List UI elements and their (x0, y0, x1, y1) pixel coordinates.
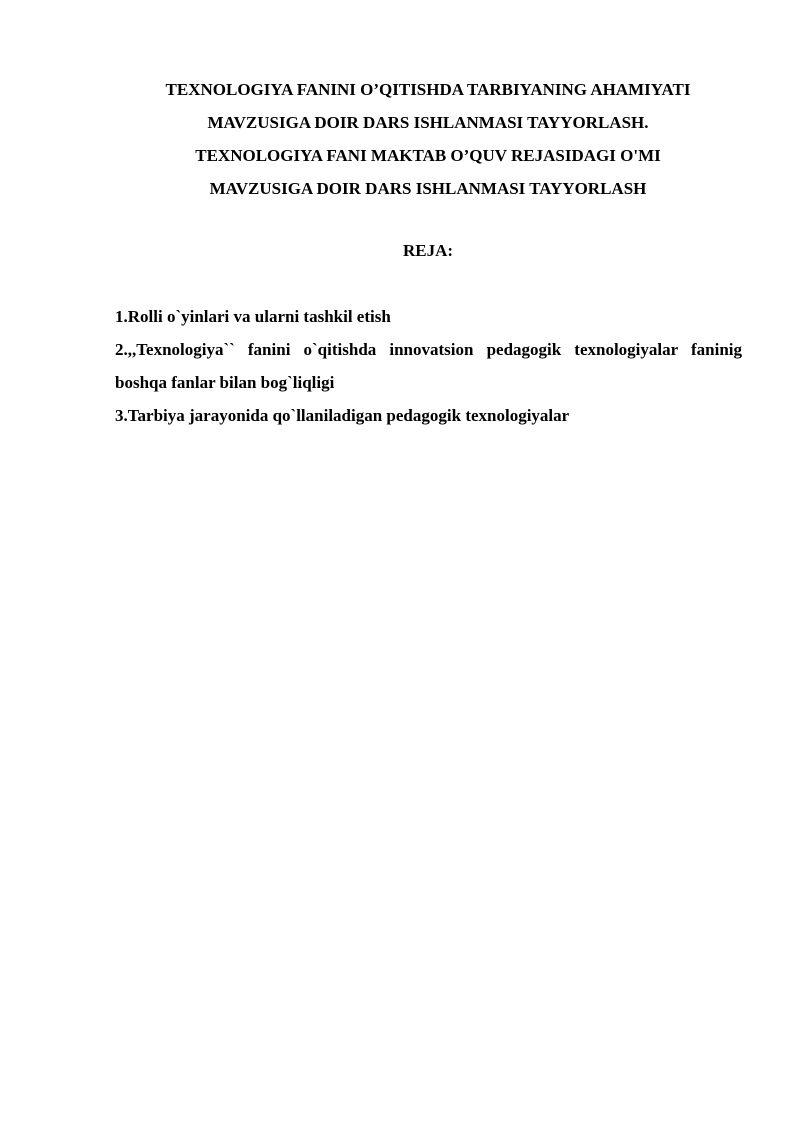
plan-item: 2.,,Texnologiya`` fanini o`qitishda innovatsion pedagogik texnologiyalar faninig boshqa fanlar bilan bog`liqligi (115, 340, 742, 392)
title-line: TEXNOLOGIYA FANI MAKTAB O’QUV REJASIDAGI O'MI (195, 146, 661, 165)
plan-item: 3.Tarbiya jarayonida qo`llaniladigan pedagogik texnologiyalar (115, 406, 570, 425)
title-line: TEXNOLOGIYA FANINI O’QITISHDA TARBIYANING AHAMIYATI (165, 80, 691, 99)
plan-heading: REJA: (402, 241, 454, 260)
plan-item: 1.Rolli o`yinlari va ularni tashkil etish (115, 307, 391, 326)
title-line: MAVZUSIGA DOIR DARS ISHLANMASI TAYYORLASH. (207, 113, 649, 132)
plan-list (115, 300, 742, 432)
title-line: MAVZUSIGA DOIR DARS ISHLANMASI TAYYORLASH (209, 179, 647, 198)
document-title (100, 73, 756, 205)
